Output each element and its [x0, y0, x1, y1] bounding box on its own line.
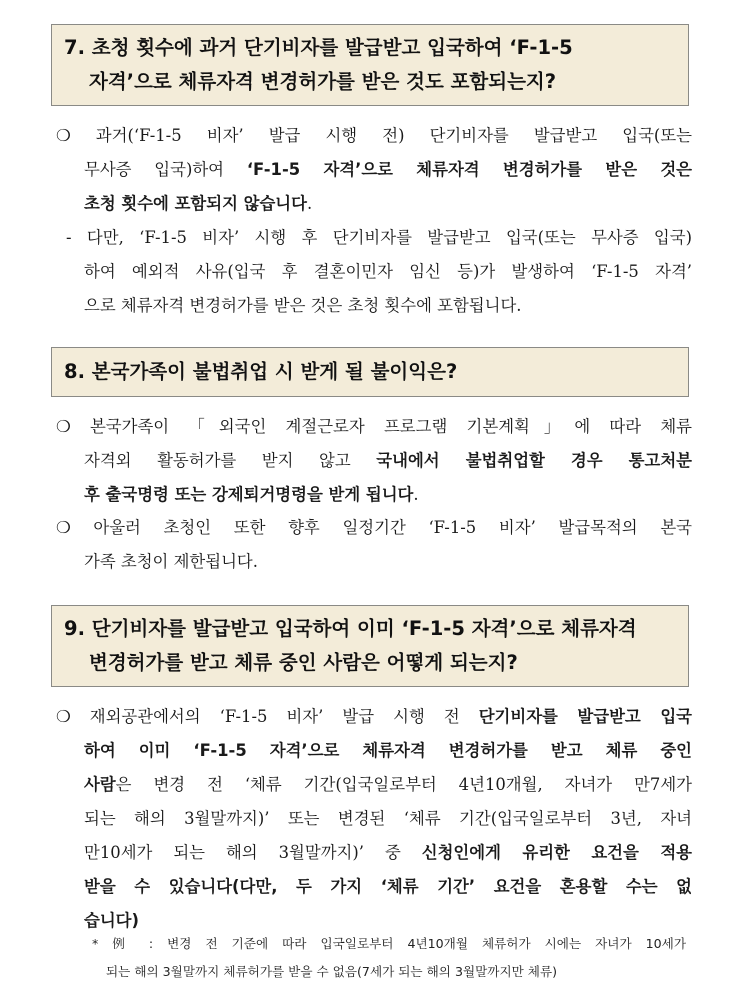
answer-7-p2-line-1: - 다만, ‘F-1-5 비자’ 시행 후 단기비자를 발급받고 입국(또는 무사증 입국) [66, 228, 692, 247]
question-7-title-line-2: 자격’으로 체류자격 변경허가를 받은 것도 포함되는지? [89, 70, 557, 93]
answer-7-p1-line-2-bold: ‘F-1-5 자격’으로 체류자격 변경허가를 받은 것은 [246, 160, 692, 179]
question-9-title-line-1: 9. 단기비자를 발급받고 입국하여 이미 ‘F-1-5 자격’으로 체류자격 [64, 617, 637, 640]
answer-9-p1-line-1-bold: 단기비자를 발급받고 입국 [478, 707, 692, 726]
answer-8-p1-line-2-text: 자격외 활동허가를 받지 않고 [84, 451, 377, 470]
answer-7-p1-line-3-bold: 초청 횟수에 포함되지 않습니다 [84, 194, 307, 213]
question-9-title-line-2: 변경허가를 받고 체류 중인 사람은 어떻게 되는지? [89, 651, 518, 674]
answer-8-paragraph-1 [56, 410, 692, 512]
answer-7-paragraph-1 [56, 119, 692, 221]
answer-9-p1-line-5-text: 만10세가 되는 해의 3월말까지)’ 중 [84, 843, 422, 862]
answer-9-p1-line-4: 되는 해의 3월말까지)’ 또는 변경된 ‘체류 기간(입국일로부터 3년, 자녀 [84, 809, 692, 828]
question-8-box [51, 347, 689, 397]
answer-7-p1-line-3-text: . [306, 194, 313, 213]
answer-7-p1-line-1: ❍ 과거(‘F-1-5 비자’ 발급 시행 전) 단기비자를 발급받고 입국(또는 [56, 126, 692, 145]
answer-9-p1-line-3-text: 은 변경 전 ‘체류 기간(입국일로부터 4년10개월, 자녀가 만7세가 [115, 775, 692, 794]
question-8-title: 8. 본국가족이 불법취업 시 받게 될 불이익은? [64, 360, 458, 383]
answer-9-p1-line-3-bold: 사람 [84, 775, 116, 794]
answer-9-footnote [92, 930, 686, 986]
question-9-box [51, 605, 689, 687]
answer-9-paragraph-1 [56, 700, 692, 938]
answer-8-p2-line-2: 가족 초청이 제한됩니다. [84, 552, 258, 571]
answer-7-p1-line-3 [56, 187, 692, 221]
answer-8-p1-line-3 [56, 478, 692, 512]
answer-8-p1-line-2 [56, 444, 692, 478]
answer-8-p1-line-3-text: . [413, 485, 419, 504]
answer-9-p1-line-2: 하여 이미 ‘F-1-5 자격’으로 체류자격 변경허가를 받고 체류 중인 [84, 741, 692, 760]
answer-9-p1-line-6: 받을 수 있습니다(다만, 두 가지 ‘체류 기간’ 요건을 혼용할 수는 없 [84, 877, 692, 896]
answer-8-p2-line-1: ❍ 아울러 초청인 또한 향후 일정기간 ‘F-1-5 비자’ 발급목적의 본국 [56, 518, 692, 537]
answer-8-p1-line-2-bold: 국내에서 불법취업할 경우 통고처분 [376, 451, 692, 470]
answer-7-p2-line-3: 으로 체류자격 변경허가를 받은 것은 초청 횟수에 포함됩니다. [84, 296, 522, 315]
answer-9-p1-line-5-bold: 신청인에게 유리한 요건을 적용 [421, 843, 692, 862]
answer-9-p1-line-1 [56, 700, 692, 734]
answer-9-p1-line-3 [56, 768, 692, 802]
answer-9-p1-line-5 [56, 836, 692, 870]
answer-9-p1-line-7: 습니다) [84, 911, 139, 930]
answer-8-p1-line-1: ❍ 본국가족이 「외국인 계절근로자 프로그램 기본계획」에 따라 체류 [56, 417, 692, 436]
footnote-line-1: * 例 : 변경 전 기준에 따라 입국일로부터 4년10개월 체류허가 시에는 자녀가 10세가 [92, 936, 686, 951]
answer-7-paragraph-2 [56, 221, 692, 323]
answer-8-paragraph-2 [56, 511, 692, 579]
answer-7-p1-line-2 [56, 153, 692, 187]
answer-7-p1-line-2-text: 무사증 입국)하여 [84, 160, 247, 179]
question-7-title-line-1: 7. 초청 횟수에 과거 단기비자를 발급받고 입국하여 ‘F-1-5 [64, 36, 573, 59]
answer-7-p2-line-2: 하여 예외적 사유(입국 후 결혼이민자 임신 등)가 발생하여 ‘F-1-5 자격’ [84, 262, 692, 281]
answer-8-p1-line-3-bold: 후 출국명령 또는 강제퇴거명령을 받게 됩니다 [84, 485, 414, 504]
answer-9-p1-line-1-text: ❍ 재외공관에서의 ‘F-1-5 비자’ 발급 시행 전 [56, 707, 479, 726]
question-7-box [51, 24, 689, 106]
footnote-line-2: 되는 해의 3월말까지 체류허가를 받을 수 없음(7세가 되는 해의 3월말까지만 체류) [106, 964, 558, 979]
